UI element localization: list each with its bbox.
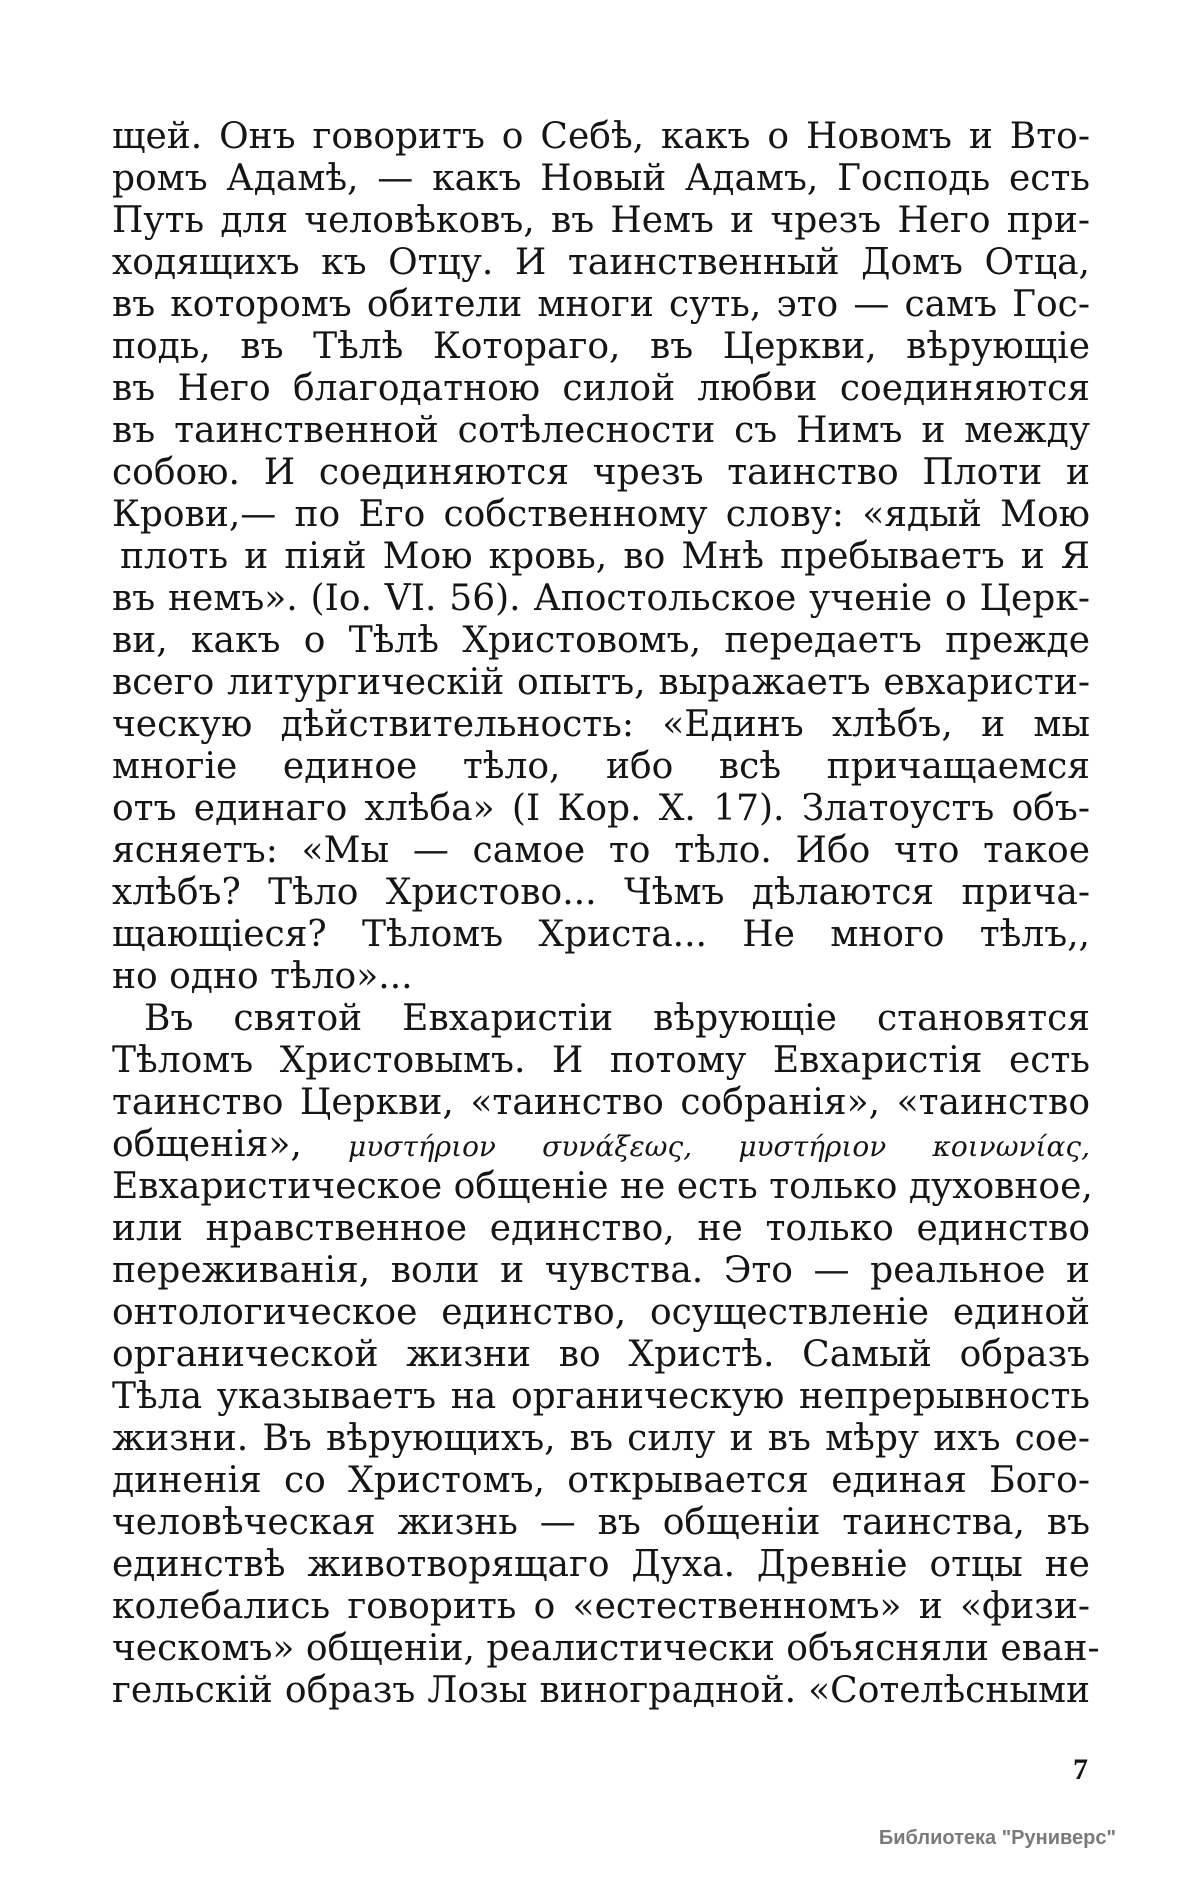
text-line: онтологическое единство, осуществленіе единой [112,1292,1090,1333]
page-number: 7 [1073,1753,1088,1786]
text-line: Крови,— по Его собственному слову: «ядый Мою [112,494,1090,535]
greek-term: μυστήριον [738,1130,887,1163]
text-line: таинство Церкви, «таинство собранія», «таинство [112,1082,1090,1123]
text-line: отъ единаго хлѣба» (I Кор. X. 17). Златоустъ объ- [112,788,1090,829]
text-line: переживанія, воли и чувства. Это — реальное и [112,1250,1090,1291]
text-line: Путь для человѣковъ, въ Немъ и чрезъ Него при- [112,200,1090,241]
text-line: Тѣла указываетъ на органическую непрерывность [112,1376,1090,1417]
text-line: въ которомъ обители многи суть, это — самъ Гос- [112,284,1090,325]
greek-terms-line [112,1124,1090,1166]
text-line: гельскій образъ Лозы виноградной. «Сотелѣсными [112,1670,1090,1711]
text-fragment: общенія», [112,1124,302,1165]
greek-term: συνάξεως, [542,1130,693,1163]
text-line: въ немъ». (Іо. VI. 56). Апостольское ученіе о Церк- [112,578,1090,619]
text-line: органической жизни во Христѣ. Самый образъ [112,1334,1090,1375]
text-line: хлѣбъ? Тѣло Христово... Чѣмъ дѣлаются прича- [112,872,1090,913]
text-line: щей. Онъ говоритъ о Себѣ, какъ о Новомъ и Вто- [112,116,1090,157]
text-line: ческомъ» общеніи, реалистически объясняли еван- [112,1628,1100,1669]
library-watermark: Библиотека "Руниверс" [878,1827,1116,1849]
text-line: ви, какъ о Тѣлѣ Христовомъ, передаетъ прежде [112,620,1090,661]
text-line: но одно тѣло»... [112,956,413,997]
text-line: колебались говорить о «естественномъ» и «физи- [112,1586,1090,1627]
text-line: единствѣ животворящаго Духа. Древніе отцы не [112,1544,1090,1585]
text-line: щающіеся? Тѣломъ Христа... Не много тѣлъ,, [112,914,1090,955]
text-line: ясняетъ: «Мы — самое то тѣло. Ибо что такое [112,830,1090,871]
text-line: диненія со Христомъ, открывается единая Бого- [112,1460,1090,1501]
greek-term: μυστήριον [348,1130,496,1163]
text-line: всего литургическій опытъ, выражаетъ евхаристи- [112,662,1090,703]
text-line: собою. И соединяются чрезъ таинство Плоти и [112,452,1090,493]
text-line: ходящихъ къ Отцу. И таинственный Домъ Отца, [112,242,1090,283]
text-line: плоть и піяй Мою кровь, во Мнѣ пребываетъ и Я [120,536,1090,577]
greek-term: κοινωνίας, [932,1130,1091,1163]
text-line: подь, въ Тѣлѣ Котораго, въ Церкви, вѣрующіе [112,326,1090,367]
text-line: въ Него благодатною силой любви соединяются [112,368,1090,409]
text-line: многіе единое тѣло, ибо всѣ причащаемся [112,746,1090,787]
body-text [112,116,1100,1712]
text-line: въ таинственной сотѣлесности съ Нимъ и между [112,410,1090,451]
text-line: ческую дѣйствительность: «Единъ хлѣбъ, и мы [112,704,1090,745]
text-line: жизни. Въ вѣрующихъ, въ силу и въ мѣру ихъ сое- [112,1418,1090,1459]
text-line: ромъ Адамѣ, — какъ Новый Адамъ, Господь есть [112,158,1090,199]
text-line: Евхаристическое общеніе не есть только духовное, [112,1166,1093,1207]
paragraph-start-line: Въ святой Евхаристіи вѣрующіе становятся [144,998,1090,1039]
text-line: человѣческая жизнь — въ общеніи таинства, въ [112,1502,1090,1543]
text-line: Тѣломъ Христовымъ. И потому Евхаристія есть [112,1040,1090,1081]
text-line: или нравственное единство, не только единство [112,1208,1090,1249]
